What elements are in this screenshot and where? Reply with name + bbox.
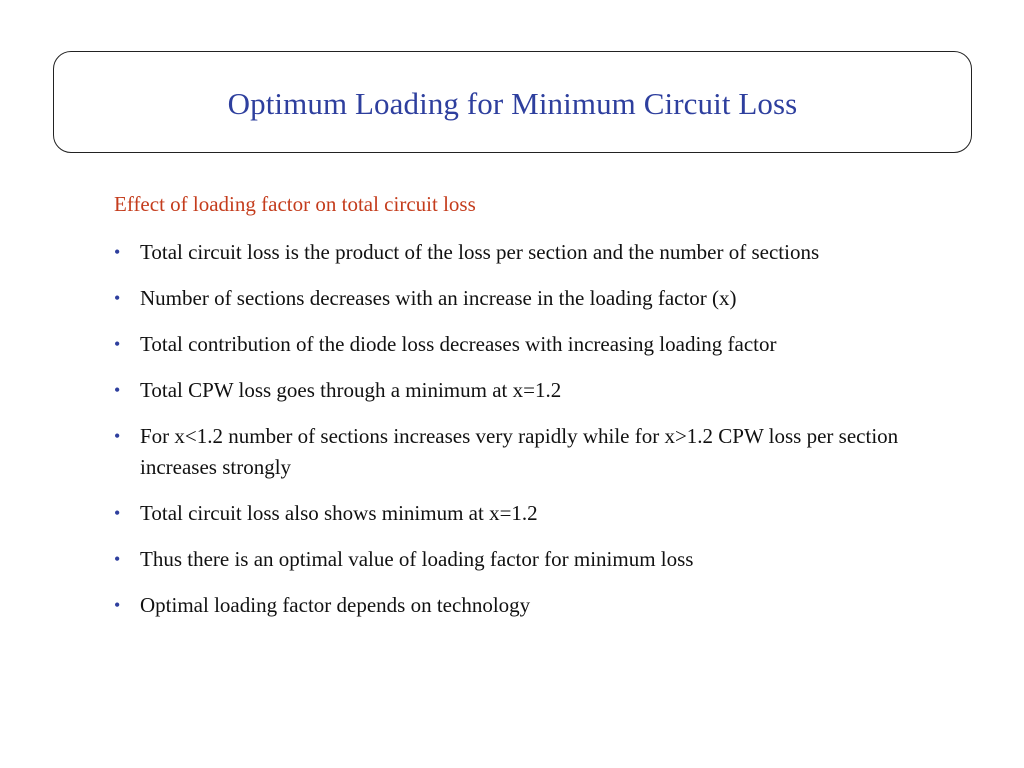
bullet-text: Total CPW loss goes through a minimum at x=1.2	[140, 378, 562, 402]
bullet-text: Total contribution of the diode loss decreases with increasing loading factor	[140, 332, 777, 356]
bullet-icon: •	[114, 380, 121, 400]
bullet-item	[114, 237, 914, 268]
bullet-text: Optimal loading factor depends on technology	[140, 593, 531, 617]
slide-subtitle: Effect of loading factor on total circuit loss	[114, 192, 476, 216]
bullet-text: Number of sections decreases with an increase in the loading factor (x)	[140, 286, 737, 310]
bullet-icon: •	[114, 334, 121, 354]
bullet-icon: •	[114, 426, 121, 446]
bullet-text: Thus there is an optimal value of loading factor for minimum loss	[140, 547, 694, 571]
bullet-item	[114, 421, 914, 483]
bullet-text: Total circuit loss is the product of the loss per section and the number of sections	[140, 240, 820, 264]
bullet-icon: •	[114, 595, 121, 615]
bullet-item	[114, 375, 914, 406]
bullet-text: For x<1.2 number of sections increases very rapidly while for x>1.2 CPW loss per section increases strongly	[140, 424, 899, 479]
bullet-icon: •	[114, 288, 121, 308]
bullet-item	[114, 544, 914, 575]
bullet-icon: •	[114, 242, 121, 262]
bullet-text: Total circuit loss also shows minimum at x=1.2	[140, 501, 538, 525]
bullet-list	[114, 237, 914, 636]
bullet-item	[114, 329, 914, 360]
bullet-icon: •	[114, 549, 121, 569]
bullet-item	[114, 498, 914, 529]
title-box	[53, 51, 972, 153]
bullet-item	[114, 590, 914, 621]
slide-title: Optimum Loading for Minimum Circuit Loss	[227, 85, 798, 121]
bullet-item	[114, 283, 914, 314]
bullet-icon: •	[114, 503, 121, 523]
